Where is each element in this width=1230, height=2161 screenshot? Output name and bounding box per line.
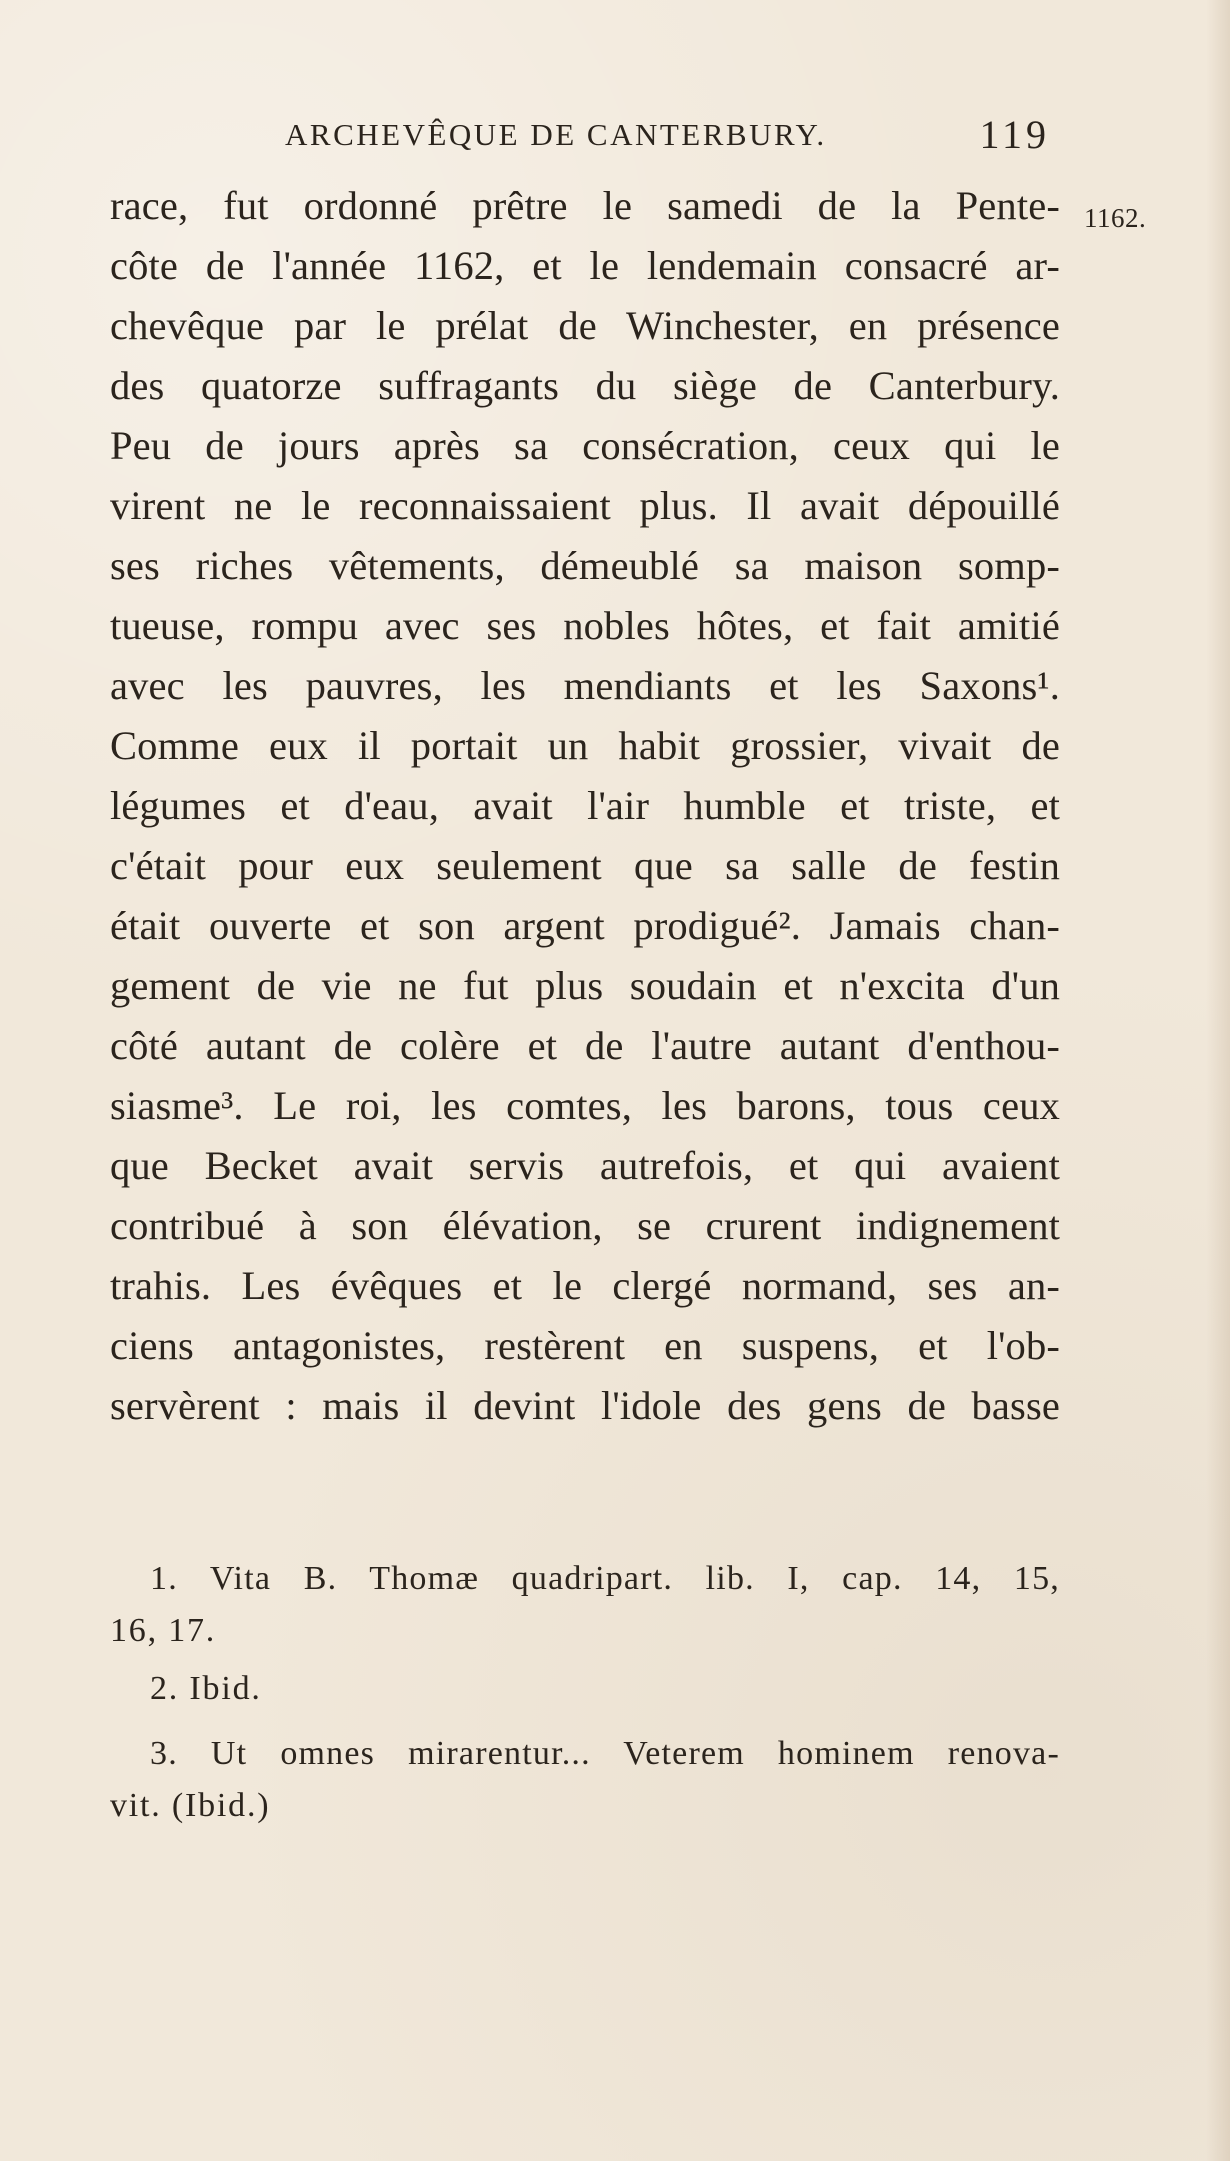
text-line: tueuse, rompu avec ses nobles hôtes, et fait amitié	[110, 603, 1060, 648]
footnote-3-line-2: vit. (Ibid.)	[110, 1787, 271, 1824]
text-line: côté autant de colère et de l'autre autant d'enthou-	[110, 1023, 1060, 1068]
text-line: Comme eux il portait un habit grossier, vivait de	[110, 723, 1060, 768]
footnote-1-line-2: 16, 17.	[110, 1612, 217, 1649]
text-line: était ouverte et son argent prodigué². Jamais chan-	[110, 903, 1060, 948]
text-line: virent ne le reconnaissaient plus. Il avait dépouillé	[110, 483, 1060, 528]
text-line: c'était pour eux seulement que sa salle de festin	[110, 843, 1060, 888]
text-line: contribué à son élévation, se crurent indignement	[110, 1203, 1060, 1248]
footnote-1-line-1: 1. Vita B. Thomæ quadripart. lib. I, cap. 14, 15,	[150, 1560, 1060, 1597]
text-line: Peu de jours après sa consécration, ceux qui le	[110, 423, 1060, 468]
text-line: ses riches vêtements, démeublé sa maison somp-	[110, 543, 1060, 588]
text-line: légumes et d'eau, avait l'air humble et triste, et	[110, 783, 1060, 828]
running-header	[285, 112, 1050, 167]
text-line: chevêque par le prélat de Winchester, en présence	[110, 303, 1060, 348]
text-line: siasme³. Le roi, les comtes, les barons, tous ceux	[110, 1083, 1060, 1128]
text-line: avec les pauvres, les mendiants et les Saxons¹.	[110, 663, 1060, 708]
text-line: des quatorze suffragants du siège de Canterbury.	[110, 363, 1060, 408]
text-line: servèrent : mais il devint l'idole des gens de basse	[110, 1383, 1060, 1428]
running-title: ARCHEVÊQUE DE CANTERBURY.	[285, 117, 827, 152]
text-line: trahis. Les évêques et le clergé normand, ses an-	[110, 1263, 1060, 1308]
footnote-2: 2. Ibid.	[150, 1670, 262, 1707]
text-line: côte de l'année 1162, et le lendemain consacré ar-	[110, 243, 1060, 288]
text-line: race, fut ordonné prêtre le samedi de la Pente-	[110, 183, 1060, 228]
text-line: gement de vie ne fut plus soudain et n'excita d'un	[110, 963, 1060, 1008]
text-line: ciens antagonistes, restèrent en suspens, et l'ob-	[110, 1323, 1060, 1368]
page-number: 119	[979, 112, 1050, 157]
footnote-3-line-1: 3. Ut omnes mirarentur... Veterem hominem renova-	[150, 1735, 1060, 1772]
margin-year-note: 1162.	[1084, 203, 1147, 233]
page-gutter-shadow	[1206, 0, 1230, 2161]
text-line: que Becket avait servis autrefois, et qui avaient	[110, 1143, 1060, 1188]
